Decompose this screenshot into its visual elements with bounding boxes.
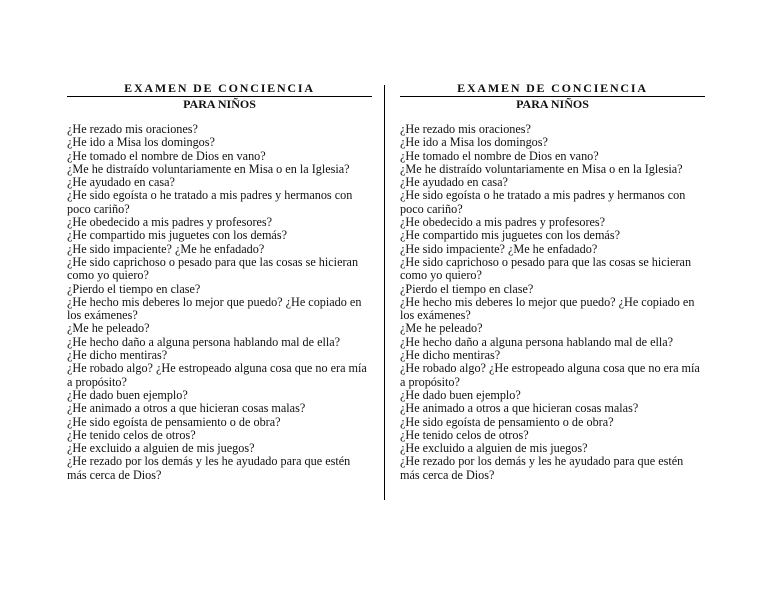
question-item: ¿Me he peleado? [400, 321, 483, 336]
question-item: ¿He ido a Misa los domingos? [67, 135, 215, 150]
question-item: ¿He dicho mentiras? [67, 348, 168, 363]
question-item: ¿Me he peleado? [67, 321, 150, 336]
question-list [400, 123, 705, 482]
question-item: ¿He rezado mis oraciones? [400, 122, 531, 136]
question-item: ¿He tenido celos de otros? [400, 427, 529, 442]
question-item: ¿He obedecido a mis padres y profesores? [67, 215, 273, 230]
question-item: ¿He sido impaciente? ¿Me he enfadado? [400, 241, 598, 256]
question-item: ¿He rezado por los demás y les he ayudado para que estén más cerca de Dios? [67, 454, 351, 482]
question-item: ¿He dado buen ejemplo? [67, 387, 188, 402]
question-list [67, 123, 372, 482]
question-item: ¿He sido egoísta o he tratado a mis padres y hermanos con poco cariño? [400, 188, 686, 216]
question-item: ¿He ayudado en casa? [400, 175, 508, 190]
question-item: ¿Pierdo el tiempo en clase? [400, 281, 534, 296]
question-item: ¿He rezado mis oraciones? [67, 122, 198, 136]
question-item: ¿He hecho mis deberes lo mejor que puedo? ¿He copiado en los exámenes? [400, 294, 695, 323]
column-divider [384, 85, 385, 500]
question-item: ¿He robado algo? ¿He estropeado alguna cosa que no era mía a propósito? [400, 361, 700, 389]
question-item: ¿He hecho daño a alguna persona hablando mal de ella? [67, 334, 341, 349]
question-item: ¿Me he distraído voluntariamente en Misa o en la Iglesia? [67, 161, 350, 176]
sheet-left [67, 80, 372, 482]
question-item: ¿He compartido mis juguetes con los demás? [67, 228, 287, 243]
question-item: ¿He tomado el nombre de Dios en vano? [400, 148, 599, 163]
question-item: ¿He hecho mis deberes lo mejor que puedo? ¿He copiado en los exámenes? [67, 294, 362, 323]
question-item: ¿He obedecido a mis padres y profesores? [400, 215, 606, 230]
question-item: ¿He excluido a alguien de mis juegos? [400, 441, 588, 456]
question-item: ¿He ido a Misa los domingos? [400, 135, 548, 150]
question-item: ¿He sido caprichoso o pesado para que las cosas se hicieran como yo quiero? [400, 254, 692, 283]
sheet-subtitle: PARA NIÑOS [516, 97, 589, 111]
question-item: ¿He tenido celos de otros? [67, 427, 196, 442]
sheet-title: EXAMEN DE CONCIENCIA [457, 81, 648, 95]
question-item: ¿He tomado el nombre de Dios en vano? [67, 148, 266, 163]
question-item: ¿He animado a otros a que hicieran cosas malas? [400, 401, 639, 416]
question-item: ¿He dado buen ejemplo? [400, 387, 521, 402]
question-item: ¿Pierdo el tiempo en clase? [67, 281, 201, 296]
question-item: ¿He excluido a alguien de mis juegos? [67, 441, 255, 456]
question-item: ¿He hecho daño a alguna persona hablando mal de ella? [400, 334, 674, 349]
sheet-right [400, 80, 705, 482]
question-item: ¿He dicho mentiras? [400, 348, 501, 363]
question-item: ¿He ayudado en casa? [67, 175, 175, 190]
question-item: ¿He sido caprichoso o pesado para que las cosas se hicieran como yo quiero? [67, 254, 359, 283]
question-item: ¿He rezado por los demás y les he ayudado para que estén más cerca de Dios? [400, 454, 684, 482]
question-item: ¿He sido impaciente? ¿Me he enfadado? [67, 241, 265, 256]
question-item: ¿He robado algo? ¿He estropeado alguna cosa que no era mía a propósito? [67, 361, 367, 389]
sheet-title: EXAMEN DE CONCIENCIA [124, 81, 315, 95]
sheet-subtitle: PARA NIÑOS [183, 97, 256, 111]
question-item: ¿He sido egoísta o he tratado a mis padres y hermanos con poco cariño? [67, 188, 353, 216]
question-item: ¿He animado a otros a que hicieran cosas malas? [67, 401, 306, 416]
question-item: ¿He sido egoísta de pensamiento o de obra? [400, 414, 614, 429]
question-item: ¿He compartido mis juguetes con los demás? [400, 228, 620, 243]
question-item: ¿Me he distraído voluntariamente en Misa o en la Iglesia? [400, 161, 683, 176]
question-item: ¿He sido egoísta de pensamiento o de obra? [67, 414, 281, 429]
